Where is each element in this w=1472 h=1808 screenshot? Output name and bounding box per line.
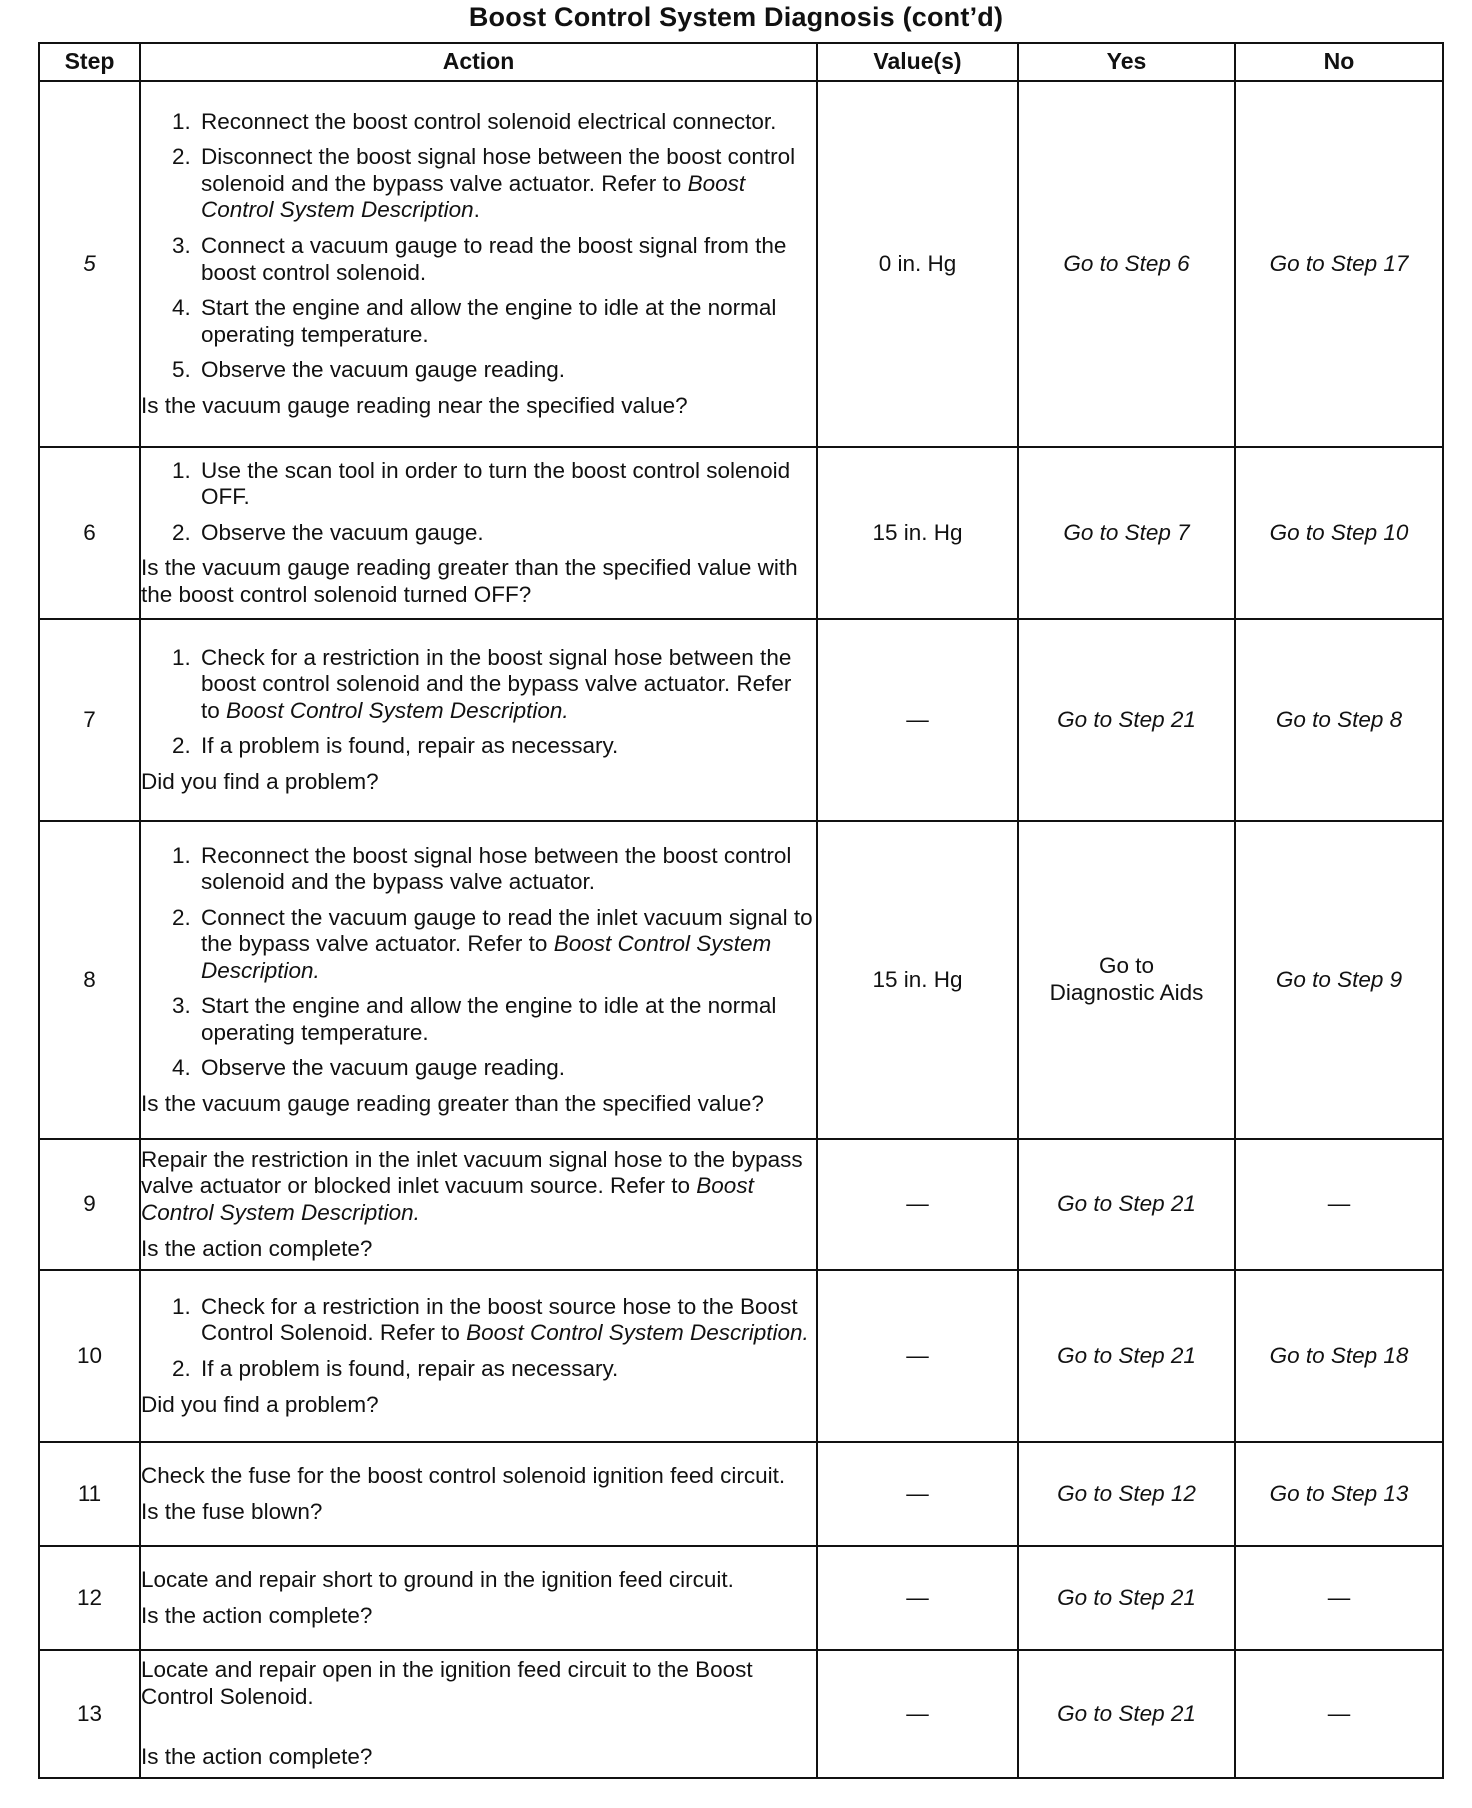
action-cell xyxy=(140,81,817,447)
action-question: Is the fuse blown? xyxy=(141,1498,323,1524)
action-steps xyxy=(141,1294,816,1383)
value-cell: — xyxy=(817,1650,1018,1778)
yes-line: Go to xyxy=(1098,953,1155,979)
action-step: 3. Connect a vacuum gauge to read the boost signal from the boost control solenoid. xyxy=(197,233,816,286)
action-question: Did you find a problem? xyxy=(141,768,379,794)
reference-link: Boost Control System Description xyxy=(141,1173,754,1225)
table-row xyxy=(39,619,1443,821)
step-number: 6 xyxy=(39,447,140,619)
action-step: 1. Reconnect the boost signal hose between the boost control solenoid and the bypass valve actuator. xyxy=(197,843,816,896)
diagnosis-table xyxy=(38,42,1444,1779)
yes-cell: Go to Step 6 xyxy=(1018,81,1235,447)
no-cell: — xyxy=(1235,1546,1443,1650)
action-step: 2. Connect the vacuum gauge to read the inlet vacuum signal to the bypass valve actuator. Refer to Boost Control System Description. xyxy=(197,905,816,985)
action-step: 2. If a problem is found, repair as necessary. xyxy=(197,1356,816,1383)
value-cell: 15 in. Hg xyxy=(817,821,1018,1139)
action-step: 4. Observe the vacuum gauge reading. xyxy=(197,1055,816,1082)
table-row xyxy=(39,1650,1443,1778)
action-steps xyxy=(141,645,816,760)
action-cell xyxy=(140,1270,817,1442)
no-cell: Go to Step 13 xyxy=(1235,1442,1443,1546)
value-cell: — xyxy=(817,1546,1018,1650)
step-number: 7 xyxy=(39,619,140,821)
step-number: 10 xyxy=(39,1270,140,1442)
action-text: Locate and repair short to ground in the ignition feed circuit. xyxy=(141,1566,734,1592)
action-steps xyxy=(141,843,816,1082)
action-cell xyxy=(140,1546,817,1650)
reference-link: Boost Control System Description xyxy=(466,1320,803,1346)
action-cell xyxy=(140,1139,817,1270)
action-cell xyxy=(140,619,817,821)
yes-cell xyxy=(1018,821,1235,1139)
table-row xyxy=(39,81,1443,447)
yes-cell: Go to Step 21 xyxy=(1018,1270,1235,1442)
action-question: Is the vacuum gauge reading near the specified value? xyxy=(141,392,688,418)
no-cell: Go to Step 17 xyxy=(1235,81,1443,447)
no-cell: Go to Step 9 xyxy=(1235,821,1443,1139)
action-cell xyxy=(140,821,817,1139)
value-cell: — xyxy=(817,619,1018,821)
action-step: 3. Start the engine and allow the engine to idle at the normal operating temperature. xyxy=(197,993,816,1046)
step-number: 9 xyxy=(39,1139,140,1270)
action-step: 1. Check for a restriction in the boost source hose to the Boost Control Solenoid. Refer to Boost Control System Description. xyxy=(197,1294,816,1347)
action-steps xyxy=(141,458,816,547)
action-step: 5. Observe the vacuum gauge reading. xyxy=(197,357,816,384)
action-question: Is the vacuum gauge reading greater than the specified value? xyxy=(141,1090,764,1116)
table-row xyxy=(39,821,1443,1139)
table-row xyxy=(39,1270,1443,1442)
action-step: 4. Start the engine and allow the engine to idle at the normal operating temperature. xyxy=(197,295,816,348)
table-row xyxy=(39,1442,1443,1546)
action-question: Is the action complete? xyxy=(141,1602,373,1628)
action-steps xyxy=(141,109,816,384)
action-question: Is the action complete? xyxy=(141,1744,373,1770)
action-step: 2. Observe the vacuum gauge. xyxy=(197,520,816,547)
value-cell: — xyxy=(817,1270,1018,1442)
no-cell: Go to Step 18 xyxy=(1235,1270,1443,1442)
step-number: 12 xyxy=(39,1546,140,1650)
action-step: 2. Disconnect the boost signal hose between the boost control solenoid and the bypass valve actuator. Refer to Boost Control System Description. xyxy=(197,144,816,224)
no-cell: Go to Step 10 xyxy=(1235,447,1443,619)
header-no: No xyxy=(1235,43,1443,81)
action-cell xyxy=(140,447,817,619)
yes-cell: Go to Step 21 xyxy=(1018,619,1235,821)
step-number: 8 xyxy=(39,821,140,1139)
reference-link: Boost Control System Description xyxy=(201,170,746,223)
value-cell: 15 in. Hg xyxy=(817,447,1018,619)
step-number: 13 xyxy=(39,1650,140,1778)
page-title: Boost Control System Diagnosis (cont’d) xyxy=(468,2,1004,32)
step-number: 11 xyxy=(39,1442,140,1546)
reference-link: Boost Control System Description xyxy=(201,931,772,983)
action-question: Is the vacuum gauge reading greater than the specified value with the boost control solenoid turned OFF? xyxy=(141,555,798,607)
table-row xyxy=(39,447,1443,619)
yes-cell: Go to Step 7 xyxy=(1018,447,1235,619)
value-cell: 0 in. Hg xyxy=(817,81,1018,447)
action-question: Did you find a problem? xyxy=(141,1391,379,1417)
table-row xyxy=(39,1546,1443,1650)
step-number: 5 xyxy=(39,81,140,447)
value-cell: — xyxy=(817,1139,1018,1270)
action-text: Check the fuse for the boost control solenoid ignition feed circuit. xyxy=(141,1462,786,1488)
header-action: Action xyxy=(140,43,817,81)
yes-line: Diagnostic Aids xyxy=(1049,980,1204,1005)
yes-cell: Go to Step 21 xyxy=(1018,1650,1235,1778)
action-cell xyxy=(140,1650,817,1778)
action-text: Locate and repair open in the ignition feed circuit to the Boost Control Solenoid. xyxy=(141,1657,753,1709)
value-cell: — xyxy=(817,1442,1018,1546)
header-step: Step xyxy=(39,43,140,81)
table-row xyxy=(39,1139,1443,1270)
no-cell: — xyxy=(1235,1139,1443,1270)
header-yes: Yes xyxy=(1018,43,1235,81)
action-step: 1. Use the scan tool in order to turn the boost control solenoid OFF. xyxy=(197,458,816,511)
action-step: 1. Reconnect the boost control solenoid electrical connector. xyxy=(197,109,816,136)
action-question: Is the action complete? xyxy=(141,1235,373,1261)
yes-cell: Go to Step 21 xyxy=(1018,1139,1235,1270)
no-cell: — xyxy=(1235,1650,1443,1778)
action-step: 2. If a problem is found, repair as necessary. xyxy=(197,733,816,760)
reference-link: Boost Control System Description xyxy=(226,697,563,723)
header-row xyxy=(39,43,1443,81)
header-values: Value(s) xyxy=(817,43,1018,81)
action-cell xyxy=(140,1442,817,1546)
no-cell: Go to Step 8 xyxy=(1235,619,1443,821)
action-text: Repair the restriction in the inlet vacuum signal hose to the bypass valve actuator or blocked inlet vacuum source. Refer to Boost Control System Description. xyxy=(141,1146,803,1225)
yes-cell: Go to Step 21 xyxy=(1018,1546,1235,1650)
action-step: 1. Check for a restriction in the boost signal hose between the boost control solenoid and the bypass valve actuator. Refer to Boost Control System Description. xyxy=(197,645,816,725)
yes-cell: Go to Step 12 xyxy=(1018,1442,1235,1546)
